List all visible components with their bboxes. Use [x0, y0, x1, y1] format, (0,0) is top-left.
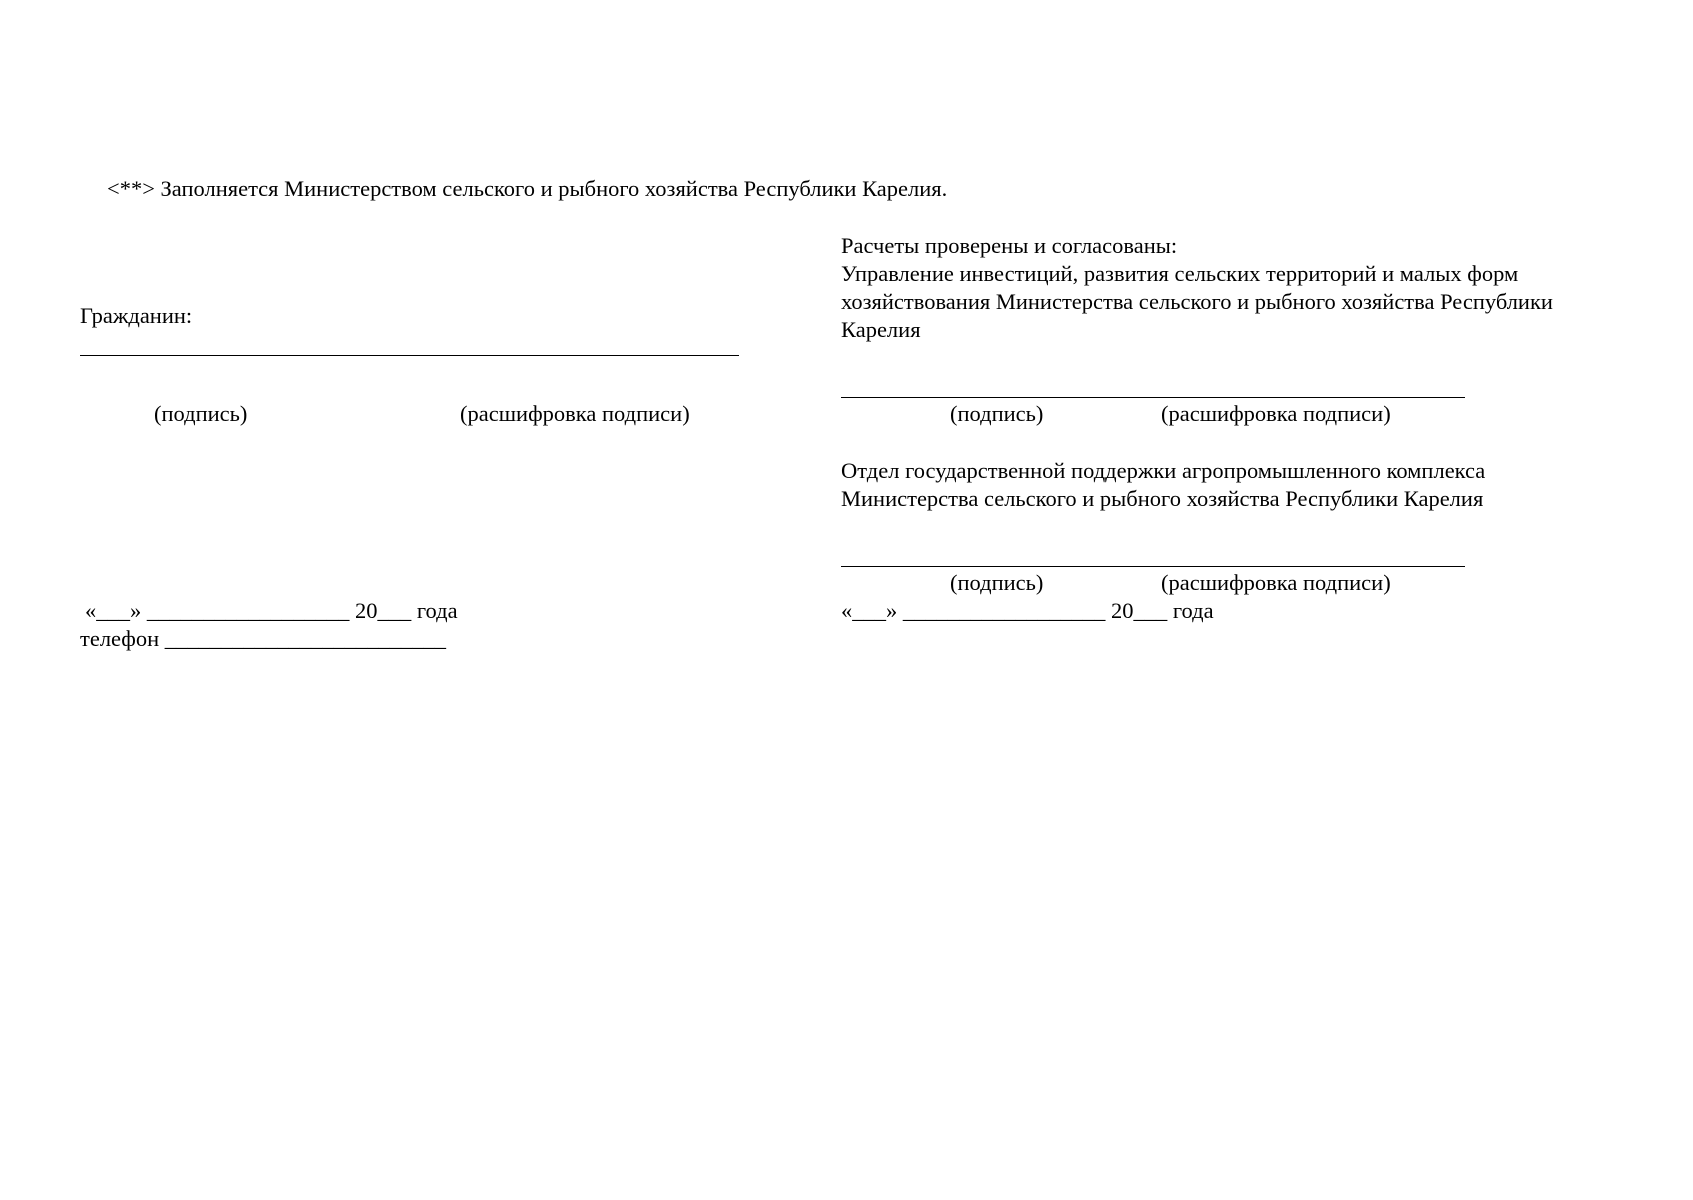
department-signature-line: [841, 566, 1465, 567]
footnote: <**> Заполняется Министерством сельского и рыбного хозяйства Республики Карелия.: [107, 176, 948, 201]
department-line-1: Отдел государственной поддержки агропромышленного комплекса: [841, 458, 1486, 483]
management-line-2: хозяйствования Министерства сельского и рыбного хозяйства Республики: [841, 289, 1553, 314]
citizen-date-line: «___» __________________ 20___ года: [85, 598, 458, 623]
citizen-decoding-caption: (расшифровка подписи): [460, 401, 690, 426]
management-signature-line: [841, 397, 1465, 398]
department-date-line: «___» __________________ 20___ года: [841, 598, 1214, 623]
management-line-1: Управление инвестиций, развития сельских территорий и малых форм: [841, 261, 1519, 286]
department-decoding-caption: (расшифровка подписи): [1161, 570, 1391, 595]
department-signature-caption: (подпись): [950, 570, 1044, 595]
department-line-2: Министерства сельского и рыбного хозяйства Республики Карелия: [841, 486, 1484, 511]
management-signature-caption: (подпись): [950, 401, 1044, 426]
management-decoding-caption: (расшифровка подписи): [1161, 401, 1391, 426]
citizen-phone-line: телефон _________________________: [80, 626, 447, 651]
management-line-3: Карелия: [841, 317, 921, 342]
citizen-signature-caption: (подпись): [154, 401, 248, 426]
citizen-signature-line: [80, 355, 739, 356]
citizen-label: Гражданин:: [80, 303, 193, 328]
checked-heading: Расчеты проверены и согласованы:: [841, 233, 1178, 258]
